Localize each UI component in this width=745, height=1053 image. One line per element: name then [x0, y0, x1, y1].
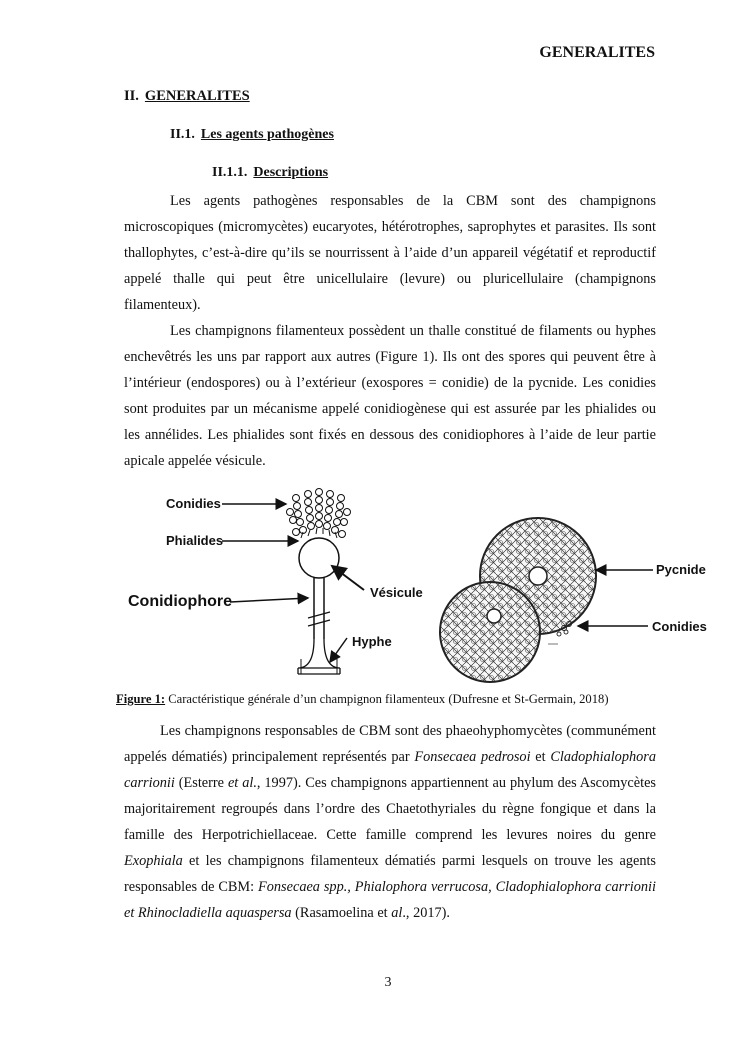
paragraph-2-text: Les champignons filamenteux possèdent un thalle constitué de filaments ou hyphes enchevêtrés les uns par rapport aux autres (Figure 1). Ils ont des spores qui peuvent être à l’intérieur (endospores) ou à l’extérieur (exospores = conidie) de la pycnide. Les conidies sont produites par un mécanisme appelé conidiogènese qui est assurée par les phialides ou les annélides. Les phialides sont fixés en dessous des conidiophores à l’aide de leur partie apicale appelée vésicule. — [124, 323, 656, 469]
label-phialides: Phialides — [166, 533, 224, 548]
paragraph-2 — [124, 318, 656, 474]
paragraph-1 — [124, 188, 656, 318]
pycnidia-drawing — [440, 518, 596, 682]
p3-text-2: et — [530, 749, 551, 765]
genus-exophiala: Exophiala — [124, 853, 183, 869]
label-conidiophore: Conidiophore — [128, 593, 232, 610]
paragraph-3 — [124, 718, 656, 926]
species-fonsecaea-pedrosoi: Fonsecaea pedrosoi — [414, 749, 531, 765]
section-title: GENERALITES — [144, 88, 250, 104]
p3-text-6: (Rasamoelina et — [291, 905, 392, 921]
subsubsection-number: II.1.1. — [212, 165, 248, 180]
subsection-title: Les agents pathogènes — [200, 127, 334, 142]
subsection-heading — [170, 127, 334, 143]
label-conidies-left: Conidies — [166, 496, 221, 511]
figure-1 — [118, 484, 718, 690]
subsubsection-title: Descriptions — [253, 165, 329, 180]
figure-caption — [116, 692, 609, 707]
label-pycnide: Pycnide — [656, 562, 706, 577]
et-al: et al. — [227, 775, 257, 791]
figure-caption-label: Figure 1: — [116, 692, 166, 706]
p3-text-7: ., 2017). — [402, 905, 451, 921]
page-number: 3 — [384, 975, 392, 990]
figure-caption-text: Caractéristique générale d’un champignon filamenteux (Dufresne et St-Germain, 2018) — [165, 692, 609, 706]
running-head: GENERALITES — [539, 44, 655, 61]
label-vesicule: Vésicule — [370, 585, 423, 600]
p3-text-5: et les champignons filamenteux dématiés parmi lesquels on trouve les agents responsables de CBM: — [124, 853, 656, 895]
subsection-number: II.1. — [170, 127, 195, 142]
p3-text-4: , 1997). Ces champignons appartiennent au phylum des Ascomycètes majoritairement regroupés dans l’ordre des Chaetothyriales du règne fongique et dans la famille des Herpotrichiellaceae. Cette famille comprend les levures noires du genre — [124, 775, 656, 843]
subsubsection-heading — [212, 165, 328, 181]
label-hyphe: Hyphe — [352, 634, 392, 649]
label-conidies-right: Conidies — [652, 619, 707, 634]
p3-text-1: Les champignons responsables de CBM sont des phaeohyphomycètes (communément appelés dématiés) principalement représentés par — [124, 723, 656, 765]
fungus-illustration — [118, 484, 718, 690]
p3-text-3: (Esterre — [174, 775, 228, 791]
species-list: Fonsecaea spp., Phialophora verrucosa, Cladophialophora carrionii et Rhinocladiella aquaspersa — [124, 879, 657, 921]
section-heading — [124, 88, 250, 105]
paragraph-1-text: Les agents pathogènes responsables de la CBM sont des champignons microscopiques (micromycètes) eucaryotes, hétérotrophes, saprophytes et parasites. Ils sont thallophytes, c’est-à-dire qu’ils se nourrissent à l’aide d’un appareil végétatif et reproductif appelé thalle qui peut être unicellulaire (levure) ou pluricellulaire (champignons filamenteux). — [124, 193, 656, 313]
species-cladophialophora-carrionii: Cladophialophora carrionii — [124, 749, 656, 791]
section-number: II. — [124, 88, 139, 104]
al-italic: al — [391, 905, 403, 921]
